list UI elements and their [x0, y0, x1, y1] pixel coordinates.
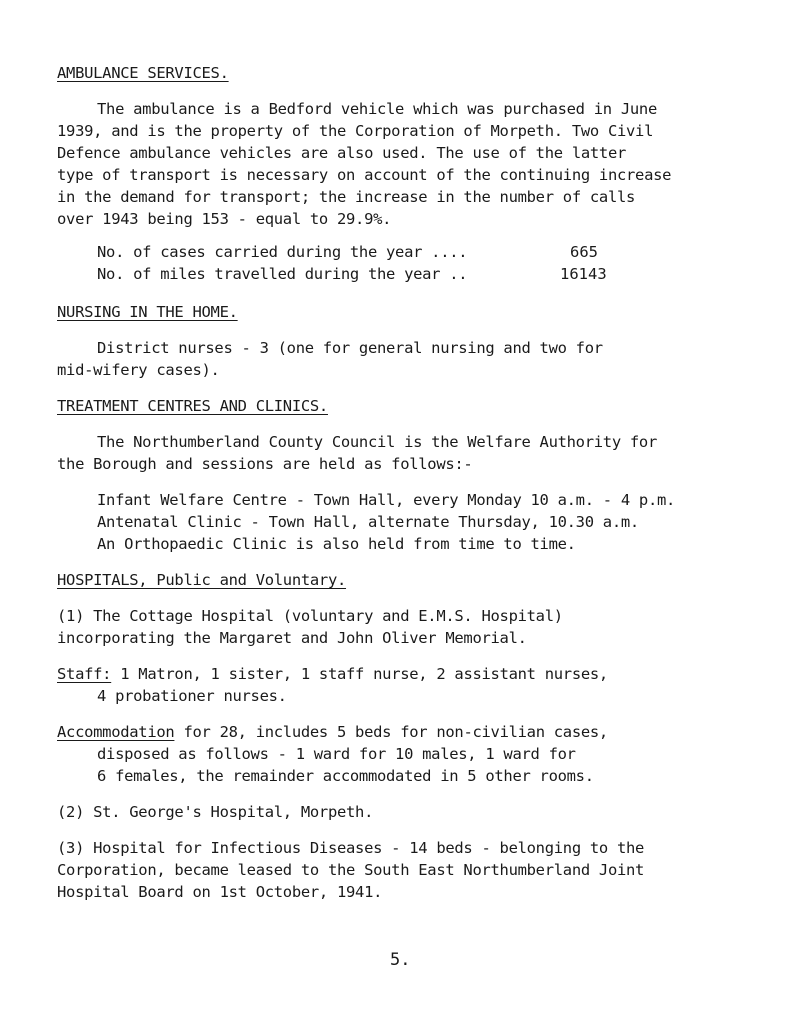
stat-cases-value: 665: [570, 243, 598, 261]
clinic-item: Antenatal Clinic - Town Hall, alternate Thursday, 10.30 a.m.: [97, 513, 639, 531]
accommodation-line: 6 females, the remainder accommodated in 5 other rooms.: [97, 767, 594, 785]
clinic-item: Infant Welfare Centre - Town Hall, every Monday 10 a.m. - 4 p.m.: [97, 491, 676, 509]
hospital-1-line: (1) The Cottage Hospital (voluntary and E.M.S. Hospital): [57, 607, 563, 625]
ambulance-para-line: The ambulance is a Bedford vehicle which was purchased in June: [97, 100, 657, 118]
accommodation-text: for 28, includes 5 beds for non-civilian cases,: [174, 723, 608, 741]
hospital-2-line: (2) St. George's Hospital, Morpeth.: [57, 803, 374, 821]
ambulance-para-line: type of transport is necessary on account of the continuing increase: [57, 166, 672, 184]
nursing-heading: NURSING IN THE HOME.: [57, 303, 238, 321]
staff-line: [57, 663, 608, 685]
ambulance-para-line: 1939, and is the property of the Corporation of Morpeth. Two Civil: [57, 122, 654, 140]
ambulance-para-line: over 1943 being 153 - equal to 29.9%.: [57, 210, 392, 228]
ambulance-para-line: Defence ambulance vehicles are also used. The use of the latter: [57, 144, 627, 162]
stat-miles-value: 16143: [560, 265, 607, 283]
treatment-intro-line: the Borough and sessions are held as follows:-: [57, 455, 473, 473]
hospital-1-line: incorporating the Margaret and John Oliver Memorial.: [57, 629, 527, 647]
staff-line: 4 probationer nurses.: [97, 687, 287, 705]
nursing-line: mid-wifery cases).: [57, 361, 220, 379]
hospital-3-line: Corporation, became leased to the South East Northumberland Joint: [57, 861, 645, 879]
treatment-heading: TREATMENT CENTRES AND CLINICS.: [57, 397, 328, 415]
page-number: 5.: [390, 950, 411, 970]
staff-text: 1 Matron, 1 sister, 1 staff nurse, 2 assistant nurses,: [111, 665, 608, 683]
staff-label: Staff:: [57, 665, 112, 683]
ambulance-para-line: in the demand for transport; the increase in the number of calls: [57, 188, 636, 206]
treatment-intro-line: The Northumberland County Council is the Welfare Authority for: [97, 433, 657, 451]
accommodation-label: Accommodation: [57, 723, 175, 741]
ambulance-heading: AMBULANCE SERVICES.: [57, 64, 229, 82]
accommodation-line: disposed as follows - 1 ward for 10 males, 1 ward for: [97, 745, 576, 763]
stat-cases-label: No. of cases carried during the year ....: [97, 243, 468, 261]
hospital-3-line: (3) Hospital for Infectious Diseases - 14 beds - belonging to the: [57, 839, 645, 857]
hospitals-heading: HOSPITALS, Public and Voluntary.: [57, 571, 347, 589]
stat-miles-label: No. of miles travelled during the year ..: [97, 265, 468, 283]
clinic-item: An Orthopaedic Clinic is also held from time to time.: [97, 535, 576, 553]
nursing-line: District nurses - 3 (one for general nursing and two for: [97, 339, 603, 357]
accommodation-line: [57, 721, 608, 743]
hospital-3-line: Hospital Board on 1st October, 1941.: [57, 883, 383, 901]
